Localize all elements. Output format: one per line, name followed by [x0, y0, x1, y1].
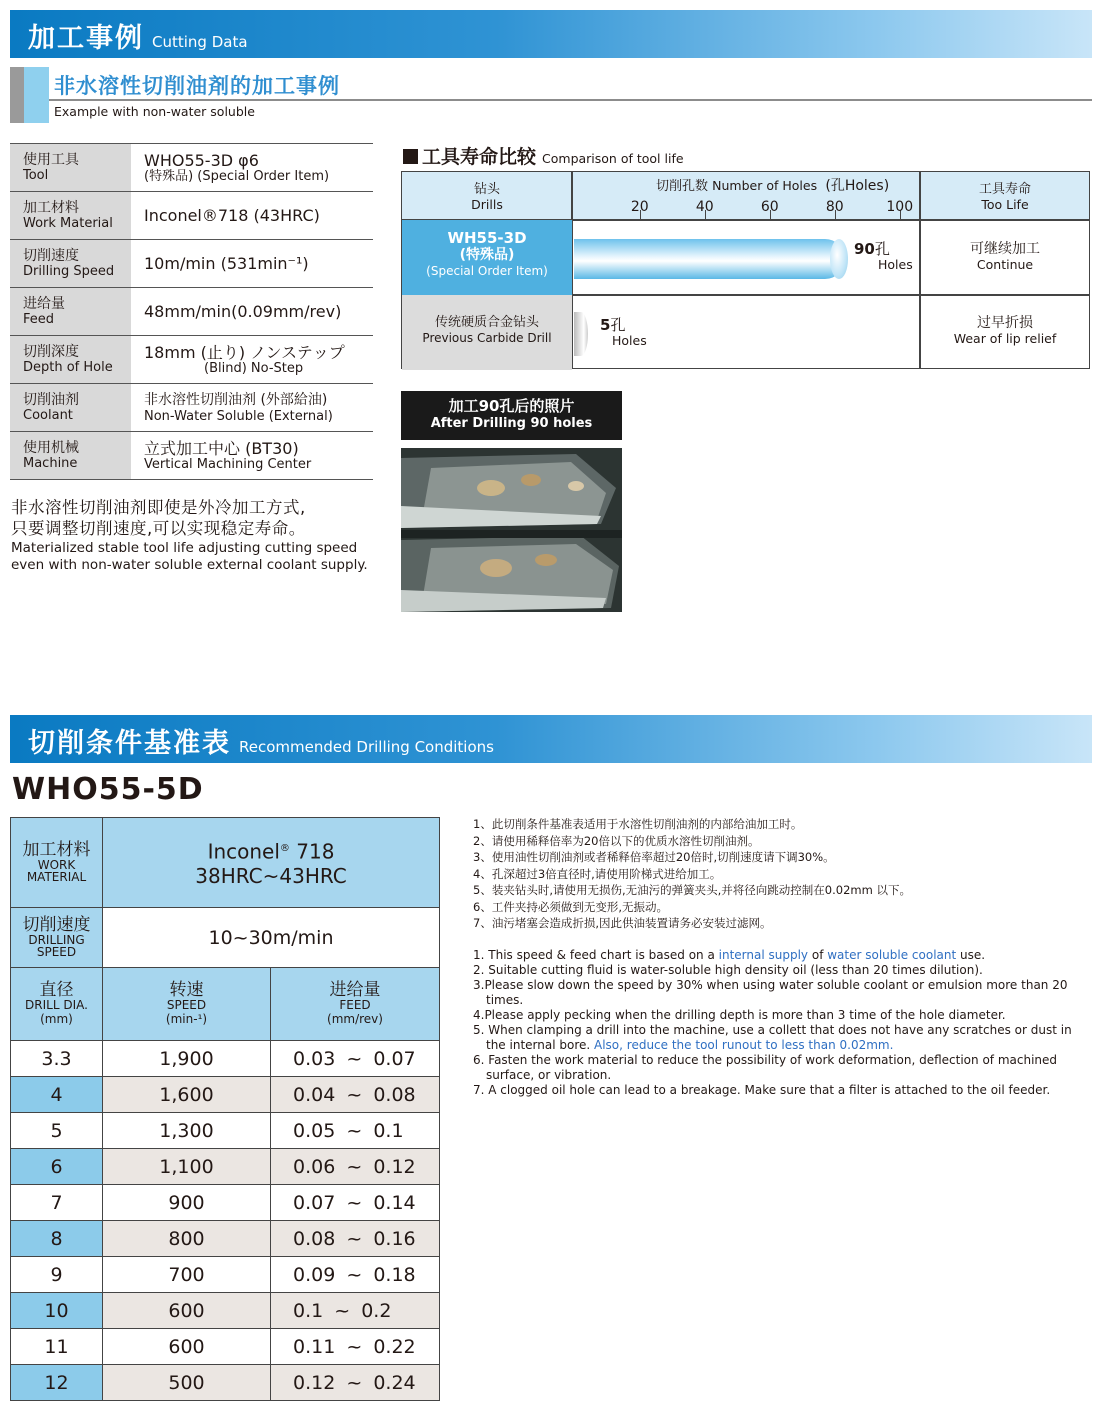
table-row: 切削油剂 Coolant 非水溶性切削油剂 (外部給油) Non-Water Soluble (External) — [10, 384, 373, 432]
cutting-conditions-table — [10, 143, 373, 480]
feed-cell: 0.03 ~ 0.07 — [271, 1041, 440, 1077]
table-row — [11, 1113, 440, 1149]
table-row: 进给量 Feed 48mm/min(0.09mm/rev) — [10, 288, 373, 336]
previous-drill-row-label: 传统硬质合金钻头 Previous Carbide Drill — [402, 295, 572, 370]
list-item: 5. When clamping a drill into the machine, use a collett that does not have any scratches or dust in the internal bore. Also, reduce the tool runout to less than 0.02mm. — [473, 1023, 1072, 1052]
wh55-row-label: WH55-3D (特殊品) (Special Order Item) — [402, 220, 572, 295]
table-row — [11, 1149, 440, 1185]
table-row — [11, 1257, 440, 1293]
recommended-conditions-table — [10, 817, 440, 1401]
list-item: 7、油污堵塞会造成折损,因此供油装置请务必安装过滤网。 — [473, 916, 772, 930]
cutting-data-banner — [10, 10, 1092, 58]
list-item: 6、工件夹持必须做到无变形,无振动。 — [473, 899, 668, 914]
work-material-value: Inconel® 718 38HRC~43HRC — [103, 818, 440, 908]
feed-cell: 0.09 ~ 0.18 — [271, 1257, 440, 1293]
table-row: 切削深度 Depth of Hole 18mm (止り) ノンステップ (Blind) No-Step — [10, 336, 373, 384]
subsection-title: 非水溶性切削油剤的加工事例 — [54, 74, 340, 98]
speed-cell: 600 — [103, 1329, 271, 1365]
feed-cell: 0.04 ~ 0.08 — [271, 1077, 440, 1113]
feed-cell: 0.11 ~ 0.22 — [271, 1329, 440, 1365]
speed-header: 转速 SPEED (min-¹) — [103, 968, 271, 1041]
drill-photo — [401, 448, 622, 612]
photo-caption: 加工90孔后的照片 After Drilling 90 holes — [401, 391, 622, 440]
table-row — [11, 818, 440, 908]
drill-dia-cell: 5 — [11, 1113, 103, 1149]
speed-cell: 1,900 — [103, 1041, 271, 1077]
drill-dia-cell: 3.3 — [11, 1041, 103, 1077]
drill-dia-cell: 4 — [11, 1077, 103, 1113]
speed-cell: 800 — [103, 1221, 271, 1257]
drill-dia-cell: 7 — [11, 1185, 103, 1221]
feed-cell: 0.05 ~ 0.1 — [271, 1113, 440, 1149]
speed-cell: 700 — [103, 1257, 271, 1293]
table-row: 使用工具 Tool WHO55-3D φ6 (特殊品) (Special Order Item) — [10, 144, 373, 192]
list-item: 6. Fasten the work material to reduce the possibility of work deformation, deflection of machined surface, or vibration. — [473, 1053, 1058, 1082]
speed-cell: 1,300 — [103, 1113, 271, 1149]
table-row — [11, 1185, 440, 1221]
drills-header: 钻头 Drills — [471, 182, 503, 212]
feed-cell: 0.06 ~ 0.12 — [271, 1149, 440, 1185]
banner-title: 切削条件基准表 Recommended Drilling Conditions — [28, 728, 494, 759]
banner-title: 加工事例 Cutting Data — [28, 23, 248, 54]
drill-dia-cell: 12 — [11, 1365, 103, 1401]
table-row — [11, 1365, 440, 1401]
wh55-life-bar — [574, 239, 845, 279]
list-item: 2、请使用稀释倍率为20倍以下的优质水溶性切削油剂。 — [473, 833, 760, 848]
axis-tick-label: 60 — [760, 199, 779, 215]
subsection-title-en: Example with non-water soluble — [54, 104, 255, 119]
subsection-header — [10, 67, 1092, 123]
wh55-life-bar-end — [830, 239, 848, 279]
list-item: 4、孔深超过3倍直径时,请使用阶梯式进给加工。 — [473, 866, 722, 881]
note-en: Materialized stable tool life adjusting cutting speed even with non-water soluble external coolant supply. — [11, 540, 368, 573]
feed-cell: 0.1 ~ 0.2 — [271, 1293, 440, 1329]
square-bullet-icon — [403, 149, 418, 164]
tool-life-header: 工具寿命 Too Life — [978, 182, 1031, 212]
table-row — [11, 1221, 440, 1257]
wh55-life-result: 可继续加工 Continue — [970, 241, 1040, 272]
drill-dia-cell: 11 — [11, 1329, 103, 1365]
table-row: 加工材料 Work Material Inconel®718 (43HRC) — [10, 192, 373, 240]
speed-cell: 1,600 — [103, 1077, 271, 1113]
list-item: 3、使用油性切削油剂或者稀释倍率超过20倍时,切削速度请下调30%。 — [473, 850, 835, 864]
list-item: 2. Suitable cutting fluid is water-soluble high density oil (less than 20 times dilution). — [473, 963, 983, 977]
table-row — [11, 968, 440, 1041]
table-row — [11, 1041, 440, 1077]
axis-tick-label: 100 — [886, 199, 914, 215]
table-row — [11, 1329, 440, 1365]
speed-cell: 600 — [103, 1293, 271, 1329]
axis-tick-label: 40 — [695, 199, 714, 215]
axis-tick-label: 80 — [825, 199, 844, 215]
drilling-speed-label: 切削速度 DRILLING SPEED — [11, 908, 103, 968]
list-item: 7. A clogged oil hole can lead to a breakage. Make sure that a filter is attached to the oil feeder. — [473, 1083, 1051, 1097]
work-material-label: 加工材料 WORK MATERIAL — [11, 818, 103, 908]
note-cn: 非水溶性切削油剂即使是外冷加工方式, 只要调整切削速度,可以实现稳定寿命。 — [11, 498, 306, 538]
list-item: 1、此切削条件基准表适用于水溶性切削油剂的内部给油加工时。 — [473, 817, 803, 831]
table-row — [11, 1077, 440, 1113]
feed-cell: 0.08 ~ 0.16 — [271, 1221, 440, 1257]
drill-photo-image — [401, 448, 622, 612]
list-item: 3.Please slow down the speed by 30% when using water soluble coolant or emulsion more than 20 times. — [473, 978, 1068, 1007]
drill-dia-cell: 10 — [11, 1293, 103, 1329]
table-row — [11, 1293, 440, 1329]
speed-cell: 500 — [103, 1365, 271, 1401]
table-row: 切削速度 Drilling Speed 10m/min (531min⁻¹) — [10, 240, 373, 288]
list-item: 4.Please apply pecking when the drilling depth is more than 3 time of the hole diameter. — [473, 1008, 1006, 1022]
notes-cn-list — [473, 816, 911, 932]
notes-en-list — [473, 948, 1073, 1098]
speed-cell: 1,100 — [103, 1149, 271, 1185]
drill-dia-header: 直径 DRILL DIA. (mm) — [11, 968, 103, 1041]
table-row — [11, 908, 440, 968]
axis-tick-label: 20 — [630, 199, 649, 215]
tool-life-comparison — [401, 171, 1090, 369]
previous-life-result: 过早折损 Wear of lip relief — [953, 315, 1057, 346]
drill-dia-cell: 6 — [11, 1149, 103, 1185]
model-title: WHO55-5D — [12, 772, 204, 807]
feed-cell: 0.07 ~ 0.14 — [271, 1185, 440, 1221]
holes-header: 切削孔数 Number of Holes (孔Holes) — [656, 178, 890, 194]
wh55-holes-value: 90孔 Holes — [854, 240, 913, 272]
speed-cell: 900 — [103, 1185, 271, 1221]
drill-dia-cell: 9 — [11, 1257, 103, 1293]
previous-drill-life-bar — [574, 312, 588, 356]
drilling-speed-value: 10~30m/min — [103, 908, 440, 968]
feed-cell: 0.12 ~ 0.24 — [271, 1365, 440, 1401]
drill-dia-cell: 8 — [11, 1221, 103, 1257]
previous-holes-value: 5孔 Holes — [600, 316, 647, 348]
recommended-conditions-banner — [10, 715, 1092, 763]
feed-header: 进给量 FEED (mm/rev) — [271, 968, 440, 1041]
list-item: 1. This speed & feed chart is based on a internal supply of water soluble coolant use. — [473, 948, 986, 962]
table-row: 使用机械 Machine 立式加工中心 (BT30) Vertical Machining Center — [10, 432, 373, 480]
tool-life-heading: 工具寿命比较 Comparison of tool life — [403, 142, 684, 169]
list-item: 5、装夹钻头时,请使用无损伤,无油污的弹簧夹头,并将径向跳动控制在0.02mm 以下。 — [473, 883, 911, 897]
